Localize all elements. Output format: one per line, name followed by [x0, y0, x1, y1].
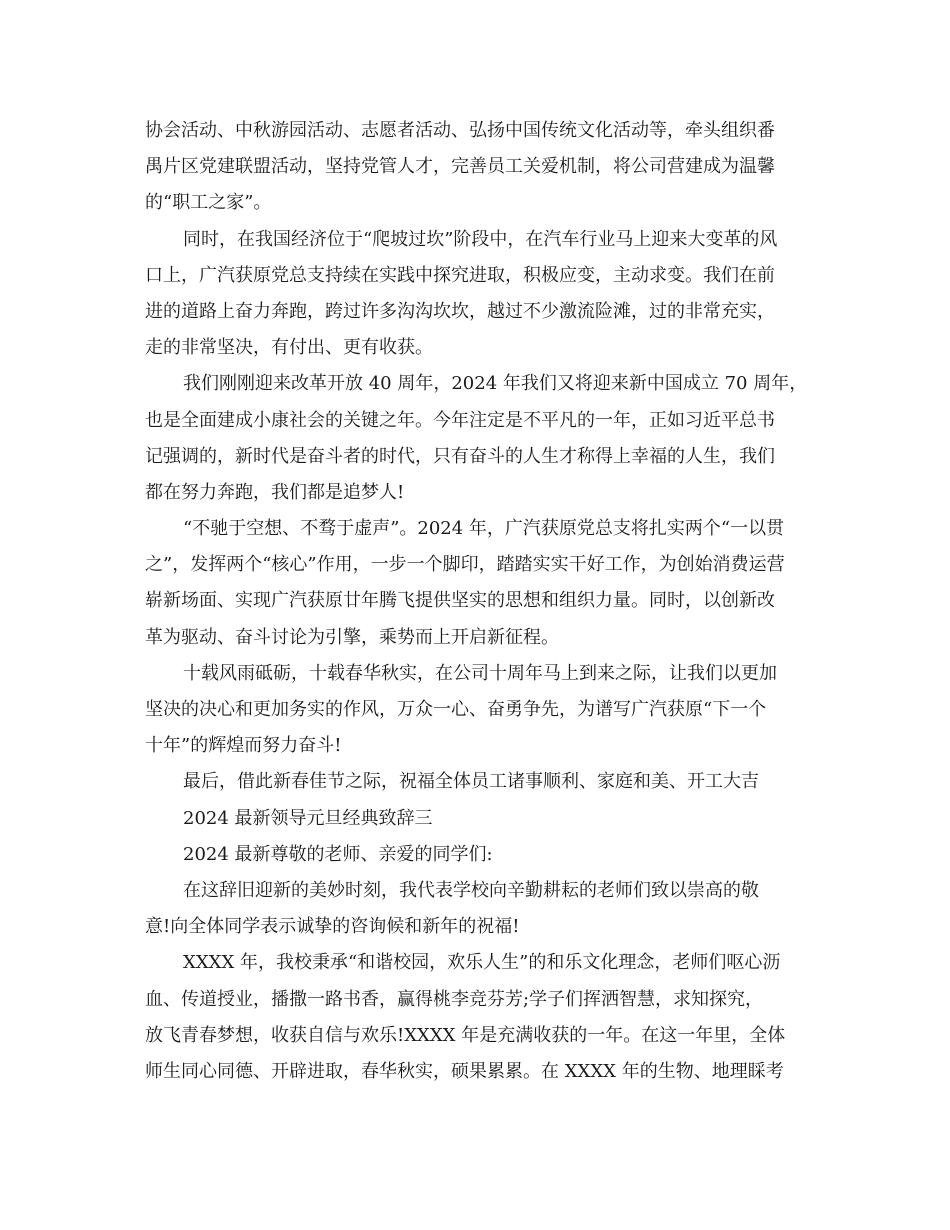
- text-line: 2024 最新领导元旦经典致辞三: [183, 807, 433, 829]
- text-line: 血、传道授业，播撒一路书香，赢得桃李竞芬芳;学子们挥洒智慧，求知探究，: [145, 988, 764, 1010]
- text-line: 之”，发挥两个“核心”作用，一步一个脚印，踏踏实实干好工作，为创始消费运营: [145, 554, 785, 576]
- text-line: 同时，在我国经济位于“爬坡过坎”阶段中，在汽车行业马上迎来大变革的风: [183, 228, 778, 250]
- text-line: 协会活动、中秋游园活动、志愿者活动、弘扬中国传统文化活动等，牵头组织番: [145, 120, 775, 141]
- text-line: 十年”的辉煌而努力奋斗!: [145, 735, 342, 757]
- text-line: 师生同心同德、开辟进取，春华秋实，硕果累累。在 XXXX 年的生物、地理睬考: [145, 1060, 784, 1082]
- text-line: “不驰于空想、不骛于虚声”。2024 年，广汽获原党总支将扎实两个“一以贯: [183, 518, 785, 540]
- text-line: 也是全面建成小康社会的关键之年。今年注定是不平凡的一年，正如习近平总书: [145, 409, 775, 431]
- text-line: 坚决的决心和更加务实的作风，万众一心、奋勇争先，为谱写广汽获原“下一个: [145, 699, 767, 720]
- text-line: 进的道路上奋力奔跑，跨过许多沟沟坎坎，越过不少激流险滩，过的非常充实，: [145, 300, 775, 322]
- text-line: 口上，广汽获原党总支持续在实践中探究进取，积极应变，主动求变。我们在前: [145, 264, 775, 286]
- text-line: 都在努力奔跑，我们都是追梦人!: [145, 481, 405, 503]
- text-line: 我们刚刚迎来改革开放 40 周年，2024 年我们又将迎来新中国成立 70 周年，: [183, 373, 808, 395]
- text-line: 记强调的，新时代是奋斗者的时代，只有奋斗的人生才称得上幸福的人生，我们: [145, 445, 775, 467]
- text-line: 放飞青春梦想，收获自信与欢乐!XXXX 年是充满收获的一年。在这一年里，全体: [145, 1024, 786, 1046]
- text-line: 革为驱动、奋斗讨论为引擎，乘势而上开启新征程。: [145, 626, 559, 648]
- text-line: 最后，借此新春佳节之际，祝福全体员工诸事顺利、家庭和美、开工大吉: [183, 771, 759, 793]
- text-line: XXXX 年，我校秉承“和谐校园，欢乐人生”的和乐文化理念，老师们呕心沥: [183, 952, 781, 974]
- document-body: [145, 113, 808, 1090]
- text-line: 十载风雨砥砺，十载春华秋实，在公司十周年马上到来之际，让我们以更加: [183, 662, 777, 684]
- text-line: 崭新场面、实现广汽获原廿年腾飞提供坚实的思想和组织力量。同时，以创新改: [145, 590, 775, 612]
- text-line: 2024 最新尊敬的老师、亲爱的同学们:: [183, 843, 493, 865]
- text-line: 的“职工之家”。: [145, 192, 272, 214]
- text-line: 走的非常坚决，有付出、更有收获。: [145, 337, 433, 359]
- text-line: 禺片区党建联盟活动，坚持党管人才，完善员工关爱机制，将公司营建成为温馨: [145, 156, 775, 178]
- text-line: 意!向全体同学表示诚挚的咨询候和新年的祝福!: [145, 916, 520, 938]
- text-line: 在这辞旧迎新的美妙时刻，我代表学校向辛勤耕耘的老师们致以崇高的敬: [183, 879, 759, 901]
